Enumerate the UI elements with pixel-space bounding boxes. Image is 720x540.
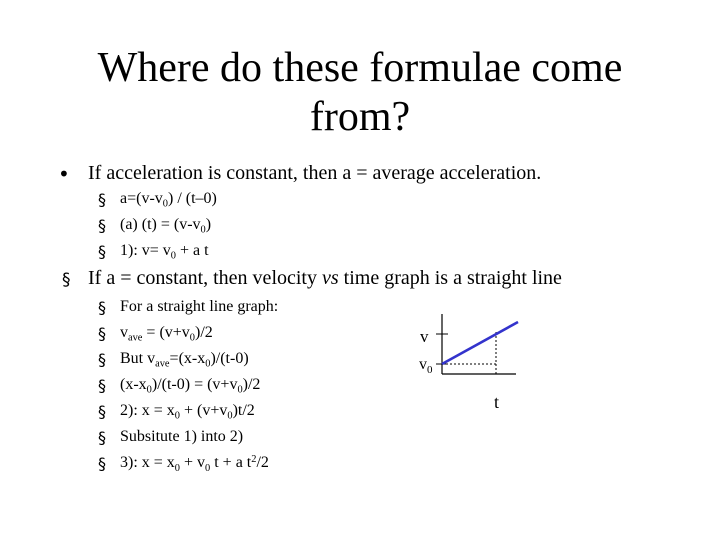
formula-text: = (v+v bbox=[142, 324, 190, 341]
formula-at bbox=[120, 216, 211, 236]
v0-sub: 0 bbox=[427, 364, 433, 376]
formula-text: But v bbox=[120, 350, 156, 367]
subscript: 0 bbox=[227, 410, 233, 422]
velocity-line bbox=[442, 322, 518, 364]
title-line-2: from? bbox=[309, 94, 411, 140]
formula-text: + v bbox=[180, 454, 206, 472]
subscript: ave bbox=[155, 358, 170, 370]
substitute-step: Subsitute 1) into 2) bbox=[120, 428, 244, 445]
point-text: time graph is a straight line bbox=[338, 267, 562, 289]
bullet-dot: • bbox=[58, 162, 70, 186]
subscript: 0 bbox=[205, 462, 211, 474]
subscript: ave bbox=[128, 332, 143, 344]
bullet-square: § bbox=[98, 242, 106, 261]
formula-text: )/2 bbox=[242, 376, 261, 393]
formula-text: 2): x = x bbox=[120, 402, 175, 419]
bullet-square: § bbox=[98, 190, 106, 209]
formula-text: )/(t-0) bbox=[210, 350, 249, 367]
subscript: 0 bbox=[189, 332, 195, 344]
point-text: If a = constant, then velocity bbox=[88, 267, 322, 289]
straight-line-graph-label: For a straight line graph: bbox=[120, 298, 279, 315]
formula-equate bbox=[120, 376, 260, 396]
point-straight-line bbox=[88, 267, 562, 290]
subscript: 0 bbox=[237, 384, 243, 396]
bullet-square: § bbox=[98, 454, 106, 473]
t-label: t bbox=[494, 392, 500, 412]
formula-vave bbox=[120, 324, 213, 344]
subscript: 0 bbox=[162, 198, 168, 210]
bullet-square: § bbox=[98, 298, 106, 317]
formula-text: + a t bbox=[176, 242, 209, 259]
formula-text: )t/2 bbox=[232, 402, 255, 419]
bullet-square: § bbox=[98, 324, 106, 343]
bullet-square: § bbox=[98, 402, 106, 421]
formula-text: (a) (t) = (v-v bbox=[120, 216, 201, 233]
subscript: 0 bbox=[174, 410, 180, 422]
subscript: 0 bbox=[174, 462, 180, 474]
formula-text: /2 bbox=[256, 454, 269, 472]
subscript: 0 bbox=[146, 384, 152, 396]
formula-text: (x-x bbox=[120, 376, 147, 393]
bullet-square: § bbox=[98, 350, 106, 369]
bullet-square: § bbox=[62, 270, 71, 290]
formula-3 bbox=[120, 454, 269, 474]
formula-1 bbox=[120, 242, 209, 262]
point-italic: vs bbox=[321, 267, 339, 289]
formula-a-def bbox=[120, 190, 217, 210]
formula-text: )/(t-0) = (v+v bbox=[151, 376, 238, 393]
formula-text: )/2 bbox=[195, 324, 213, 341]
formula-but-vave bbox=[120, 350, 249, 370]
v0-main: v bbox=[419, 356, 427, 373]
formula-text: t + a t bbox=[210, 454, 252, 472]
v-label: v bbox=[420, 327, 429, 346]
superscript: 2 bbox=[251, 454, 257, 465]
formula-text: 3): x = x bbox=[120, 454, 175, 472]
formula-text: ) bbox=[205, 216, 212, 233]
subscript: 0 bbox=[170, 250, 176, 262]
velocity-time-graph bbox=[412, 312, 532, 412]
formula-text: 1): v= v bbox=[120, 242, 171, 259]
bullet-square: § bbox=[98, 216, 106, 235]
title-line-1: Where do these formulae come bbox=[97, 45, 623, 91]
point-constant-acceleration: If acceleration is constant, then a = average acceleration. bbox=[88, 162, 542, 184]
subscript: 0 bbox=[200, 224, 206, 236]
v0-label bbox=[419, 356, 433, 376]
formula-text: a=(v-v bbox=[120, 190, 163, 207]
formula-text: v bbox=[120, 324, 128, 341]
bullet-square: § bbox=[98, 428, 106, 447]
formula-text: ) / (t–0) bbox=[167, 190, 217, 207]
subscript: 0 bbox=[205, 358, 211, 370]
formula-text: + (v+v bbox=[180, 402, 228, 419]
formula-2 bbox=[120, 402, 255, 422]
formula-text: =(x-x bbox=[169, 350, 206, 367]
slide-title bbox=[40, 44, 680, 142]
bullet-square: § bbox=[98, 376, 106, 395]
